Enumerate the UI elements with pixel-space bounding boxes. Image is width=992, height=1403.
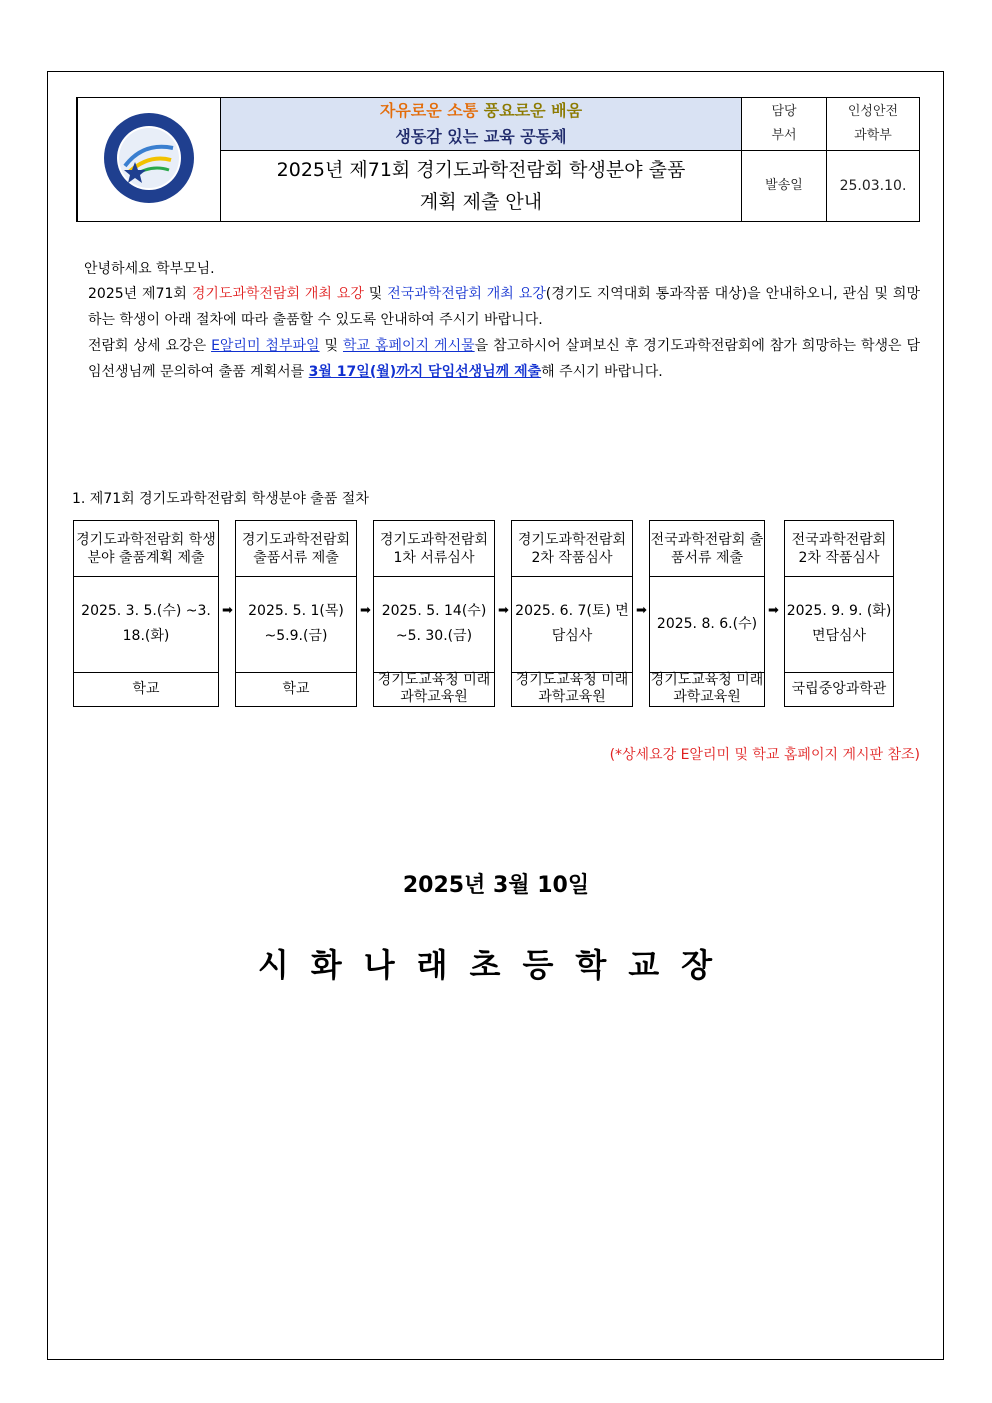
step-date: 2025. 6. 7(토) 면담심사 bbox=[512, 576, 632, 673]
p1-link-gyeonggi[interactable]: 경기도과학전람회 개최 요강 bbox=[191, 286, 364, 302]
step-org: 국립중앙과학관 bbox=[791, 680, 887, 697]
slogan-line1-a: 자유로운 소통 bbox=[379, 101, 479, 120]
slogan-line1-b: 풍요로운 배움 bbox=[483, 101, 583, 120]
arrow-icon: ➡ bbox=[768, 603, 779, 618]
principal-signature: 시화나래초등학교장 bbox=[257, 946, 735, 984]
p1-link-national[interactable]: 전국과학전람회 개최 요강 bbox=[387, 286, 546, 302]
p2-text-c: 을 참고하시어 살펴보신 후 경기도과학전람회에 참가 희망하는 학생은 담임선생님께 문의하여 출품 계획서를 bbox=[88, 338, 920, 380]
arrow-icon: ➡ bbox=[222, 603, 233, 618]
p2-text-a: 전람회 상세 요강은 bbox=[88, 338, 212, 354]
reference-note: (*상세요강 E알리미 및 학교 홈페이지 게시판 참조) bbox=[609, 747, 920, 763]
paragraph-1 bbox=[88, 281, 920, 333]
step-date: 2025. 9. 9. (화) 면담심사 bbox=[785, 576, 893, 673]
p1-text-c: (경기도 지역대회 통과작품 대상)을 안내하오니, 관심 및 희망하는 학생이 아래 절차에 따라 출품할 수 있도록 안내하여 주시기 바랍니다. bbox=[88, 286, 920, 328]
p1-text-b: 및 bbox=[363, 286, 388, 302]
dept-label: 부서 bbox=[771, 128, 797, 143]
p2-link-homepage[interactable]: 학교 홈페이지 게시물 bbox=[342, 338, 475, 354]
date-label: 발송일 bbox=[742, 151, 827, 222]
step-box-4 bbox=[511, 520, 633, 707]
step-box-1 bbox=[73, 520, 219, 707]
section-title: 1. 제71회 경기도과학전람회 학생분야 출품 절차 bbox=[72, 491, 369, 507]
step-title: 경기도과학전람회 1차 서류심사 bbox=[374, 521, 494, 577]
doc-title-line2: 계획 제출 안내 bbox=[419, 191, 543, 213]
step-date: 2025. 5. 14(수) ~5. 30.(금) bbox=[374, 576, 494, 673]
arrow-icon: ➡ bbox=[360, 603, 371, 618]
step-title: 전국과학전람회 2차 작품심사 bbox=[785, 521, 893, 577]
manager-label: 담당 bbox=[771, 104, 797, 119]
step-org: 경기도교육청 미래과학교육원 bbox=[515, 672, 629, 705]
step-box-2 bbox=[235, 520, 357, 707]
header-table bbox=[76, 97, 920, 222]
greeting: 안녕하세요 학부모님. bbox=[84, 261, 215, 277]
dept-value: 과학부 bbox=[854, 128, 892, 143]
p1-text-a: 2025년 제71회 bbox=[88, 286, 192, 302]
arrow-icon: ➡ bbox=[636, 603, 647, 618]
slogan-cell bbox=[221, 98, 742, 151]
slogan-line2: 생동감 있는 교육 공동체 bbox=[395, 127, 567, 146]
step-org: 학교 bbox=[132, 680, 160, 697]
step-box-6 bbox=[784, 520, 894, 707]
date-value: 25.03.10. bbox=[827, 151, 920, 222]
step-title: 경기도과학전람회 학생분야 출품계획 제출 bbox=[74, 521, 218, 577]
logo-cell bbox=[77, 98, 221, 222]
manager-label-cell bbox=[742, 98, 827, 151]
step-box-3 bbox=[373, 520, 495, 707]
manager-value: 인성안전 bbox=[847, 104, 899, 119]
title-cell bbox=[221, 151, 742, 222]
paragraph-2 bbox=[88, 333, 920, 385]
p2-text-d: 해 주시기 바랍니다. bbox=[541, 364, 663, 380]
arrow-icon: ➡ bbox=[498, 603, 509, 618]
step-org: 학교 bbox=[282, 680, 310, 697]
step-date: 2025. 3. 5.(수) ~3. 18.(화) bbox=[74, 576, 218, 673]
p2-deadline: 3월 17일(월)까지 담임선생님께 제출 bbox=[308, 364, 542, 380]
step-date: 2025. 8. 6.(수) bbox=[650, 576, 764, 673]
issue-date: 2025년 3월 10일 bbox=[402, 873, 590, 898]
step-date: 2025. 5. 1(목) ~5.9.(금) bbox=[236, 576, 356, 673]
step-org: 경기도교육청 미래과학교육원 bbox=[377, 672, 491, 705]
doc-title-line1: 2025년 제71회 경기도과학전람회 학생분야 출품 bbox=[276, 159, 686, 181]
school-logo bbox=[103, 112, 195, 204]
p2-text-b: 및 bbox=[319, 338, 343, 354]
step-box-5 bbox=[649, 520, 765, 707]
step-title: 경기도과학전람회 2차 작품심사 bbox=[512, 521, 632, 577]
step-title: 전국과학전람회 출품서류 제출 bbox=[650, 521, 764, 577]
step-title: 경기도과학전람회 출품서류 제출 bbox=[236, 521, 356, 577]
step-org: 경기도교육청 미래과학교육원 bbox=[650, 672, 764, 705]
manager-value-cell bbox=[827, 98, 920, 151]
p2-link-ealimi[interactable]: E알리미 첨부파일 bbox=[211, 338, 320, 354]
